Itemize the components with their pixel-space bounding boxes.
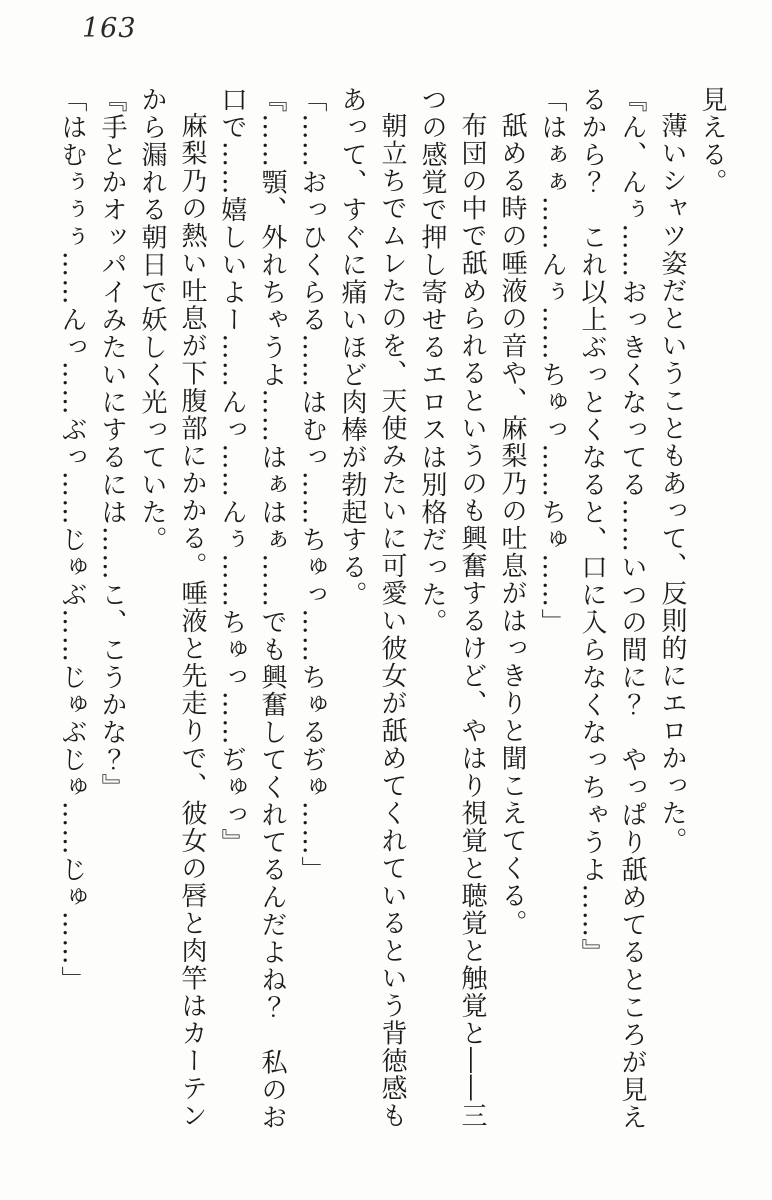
paragraph-dialogue: 『……顎、外れちゃうよ……はぁはぁ……でも興奮してくれてるんだよね？ 私のお口で……嬉しいよー……んっ……んぅ……ちゅっ……ぢゅっ』: [217, 86, 287, 1131]
paragraph: 朝立ちでムレたのを、天使みたいに可愛い彼女が舐めてくれているという背徳感もあって、すぐに痛いほど肉棒が勃起する。: [337, 86, 407, 1130]
paragraph: 見える。: [697, 86, 727, 196]
paragraph: 舐める時の唾液の音や、麻梨乃の吐息がはっきりと聞こえてくる。: [497, 112, 527, 937]
page-number: 163: [82, 13, 137, 44]
paragraph-dialogue: 『手とかオッパイみたいにするには……こ、こうかな？』: [97, 86, 127, 801]
paragraph-dialogue: 「はむぅぅぅ……んっ……ぶっ……じゅぶ……じゅぶじゅ……じゅ……」: [57, 86, 87, 994]
body-text: [52, 86, 732, 1132]
paragraph-dialogue: 『ん、んぅ……おっきくなってる……いつの間に？ やっぱり舐めてるところが見えるから？ これ以上ぶっとくなると、口に入らなくなっちゃうよ……』: [577, 86, 647, 1131]
paragraph: 布団の中で舐められるというのも興奮するけど、やはり視覚と聴覚と触覚と――三つの感覚で押し寄せるエロスは別格だった。: [417, 86, 487, 1130]
paragraph: 麻梨乃の熱い吐息が下腹部にかかる。唾液と先走りで、彼女の唇と肉竿はカーテンから漏れる朝日で妖しく光っていた。: [137, 86, 207, 1130]
paragraph: 薄いシャツ姿だということもあって、反則的にエロかった。: [657, 112, 687, 855]
paragraph-dialogue: 「はぁぁ……んぅ……ちゅっ……ちゅ……」: [537, 86, 567, 636]
paragraph-dialogue: 「……おっひくらる……はむっ……ちゅっ……ちゅるぢゅ……」: [297, 86, 327, 884]
